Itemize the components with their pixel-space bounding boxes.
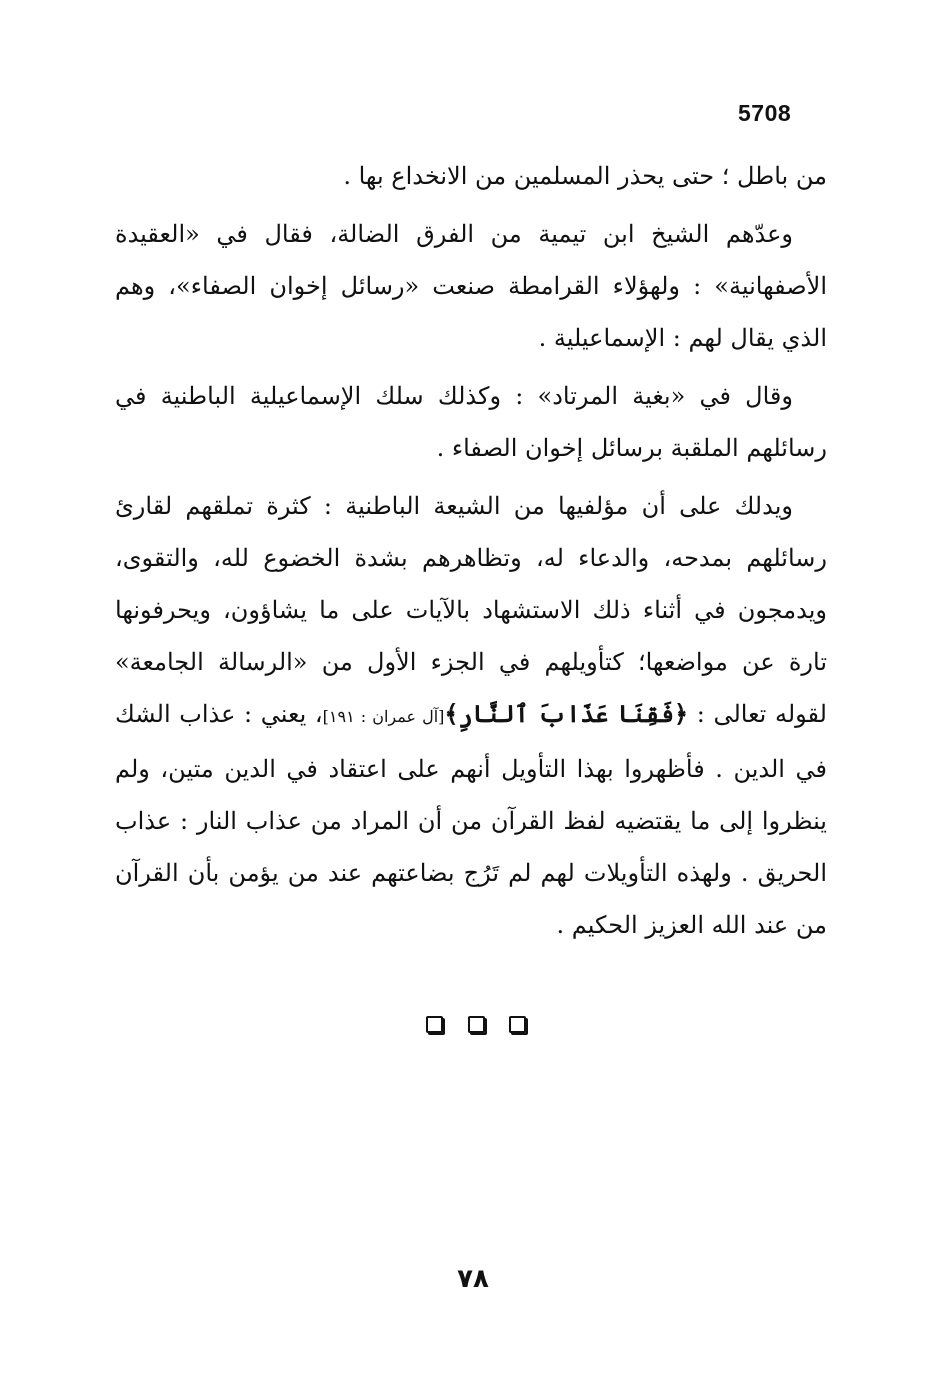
paragraph: [115, 480, 827, 951]
square-ornament-icon: [426, 1016, 443, 1033]
square-ornament-icon: [468, 1016, 485, 1033]
quran-verse: ﴿فَقِنَا عَذَابَ ٱلنَّارِ﴾: [444, 699, 689, 728]
paragraph: وقال في «بغية المرتاد» : وكذلك سلك الإسماعيلية الباطنية في رسائلهم الملقبة برسائل إخوان الصفاء .: [115, 382, 827, 462]
page-id: 5708: [738, 100, 792, 126]
paragraph-text: ، يعني : عذاب الشك في الدين . فأظهروا بهذا التأويل أنهم على اعتقاد في الدين متين، ولم ينظروا إلى ما يقتضيه لفظ القرآن من أن المراد من عذاب النار : عذاب الحريق . ولهذه التأويلات لهم لم تَرُج بضاعتهم عند من يؤمن بأن القرآن من عند الله العزيز الحكيم .: [115, 700, 827, 939]
paragraph-text: ويدلك على أن مؤلفيها من الشيعة الباطنية : كثرة تملقهم لقارئ رسائلهم بمدحه، والدعاء له، وتظاهرهم بشدة الخضوع لله، والتقوى، ويدمجون في أثناء ذلك الاستشهاد بالآيات على ما يشاؤون، ويحرفونها تارة عن مواضعها؛ كتأويلهم في الجزء الأول من «الرسالة الجامعة» لقوله تعالى :: [115, 492, 827, 728]
verse-reference: [آل عمران : ١٩١]: [322, 707, 445, 726]
paragraph: من باطل ؛ حتى يحذر المسلمين من الانخداع بها .: [343, 162, 827, 190]
section-end-ornament: [426, 1016, 526, 1038]
page-number: ٧٨: [457, 1264, 489, 1294]
square-ornament-icon: [509, 1016, 526, 1033]
body-text: [115, 150, 827, 957]
paragraph: وعدّهم الشيخ ابن تيمية من الفرق الضالة، فقال في «العقيدة الأصفهانية» : ولهؤلاء القرامطة صنعت «رسائل إخوان الصفاء»، وهم الذي يقال لهم : الإسماعيلية .: [115, 220, 827, 352]
